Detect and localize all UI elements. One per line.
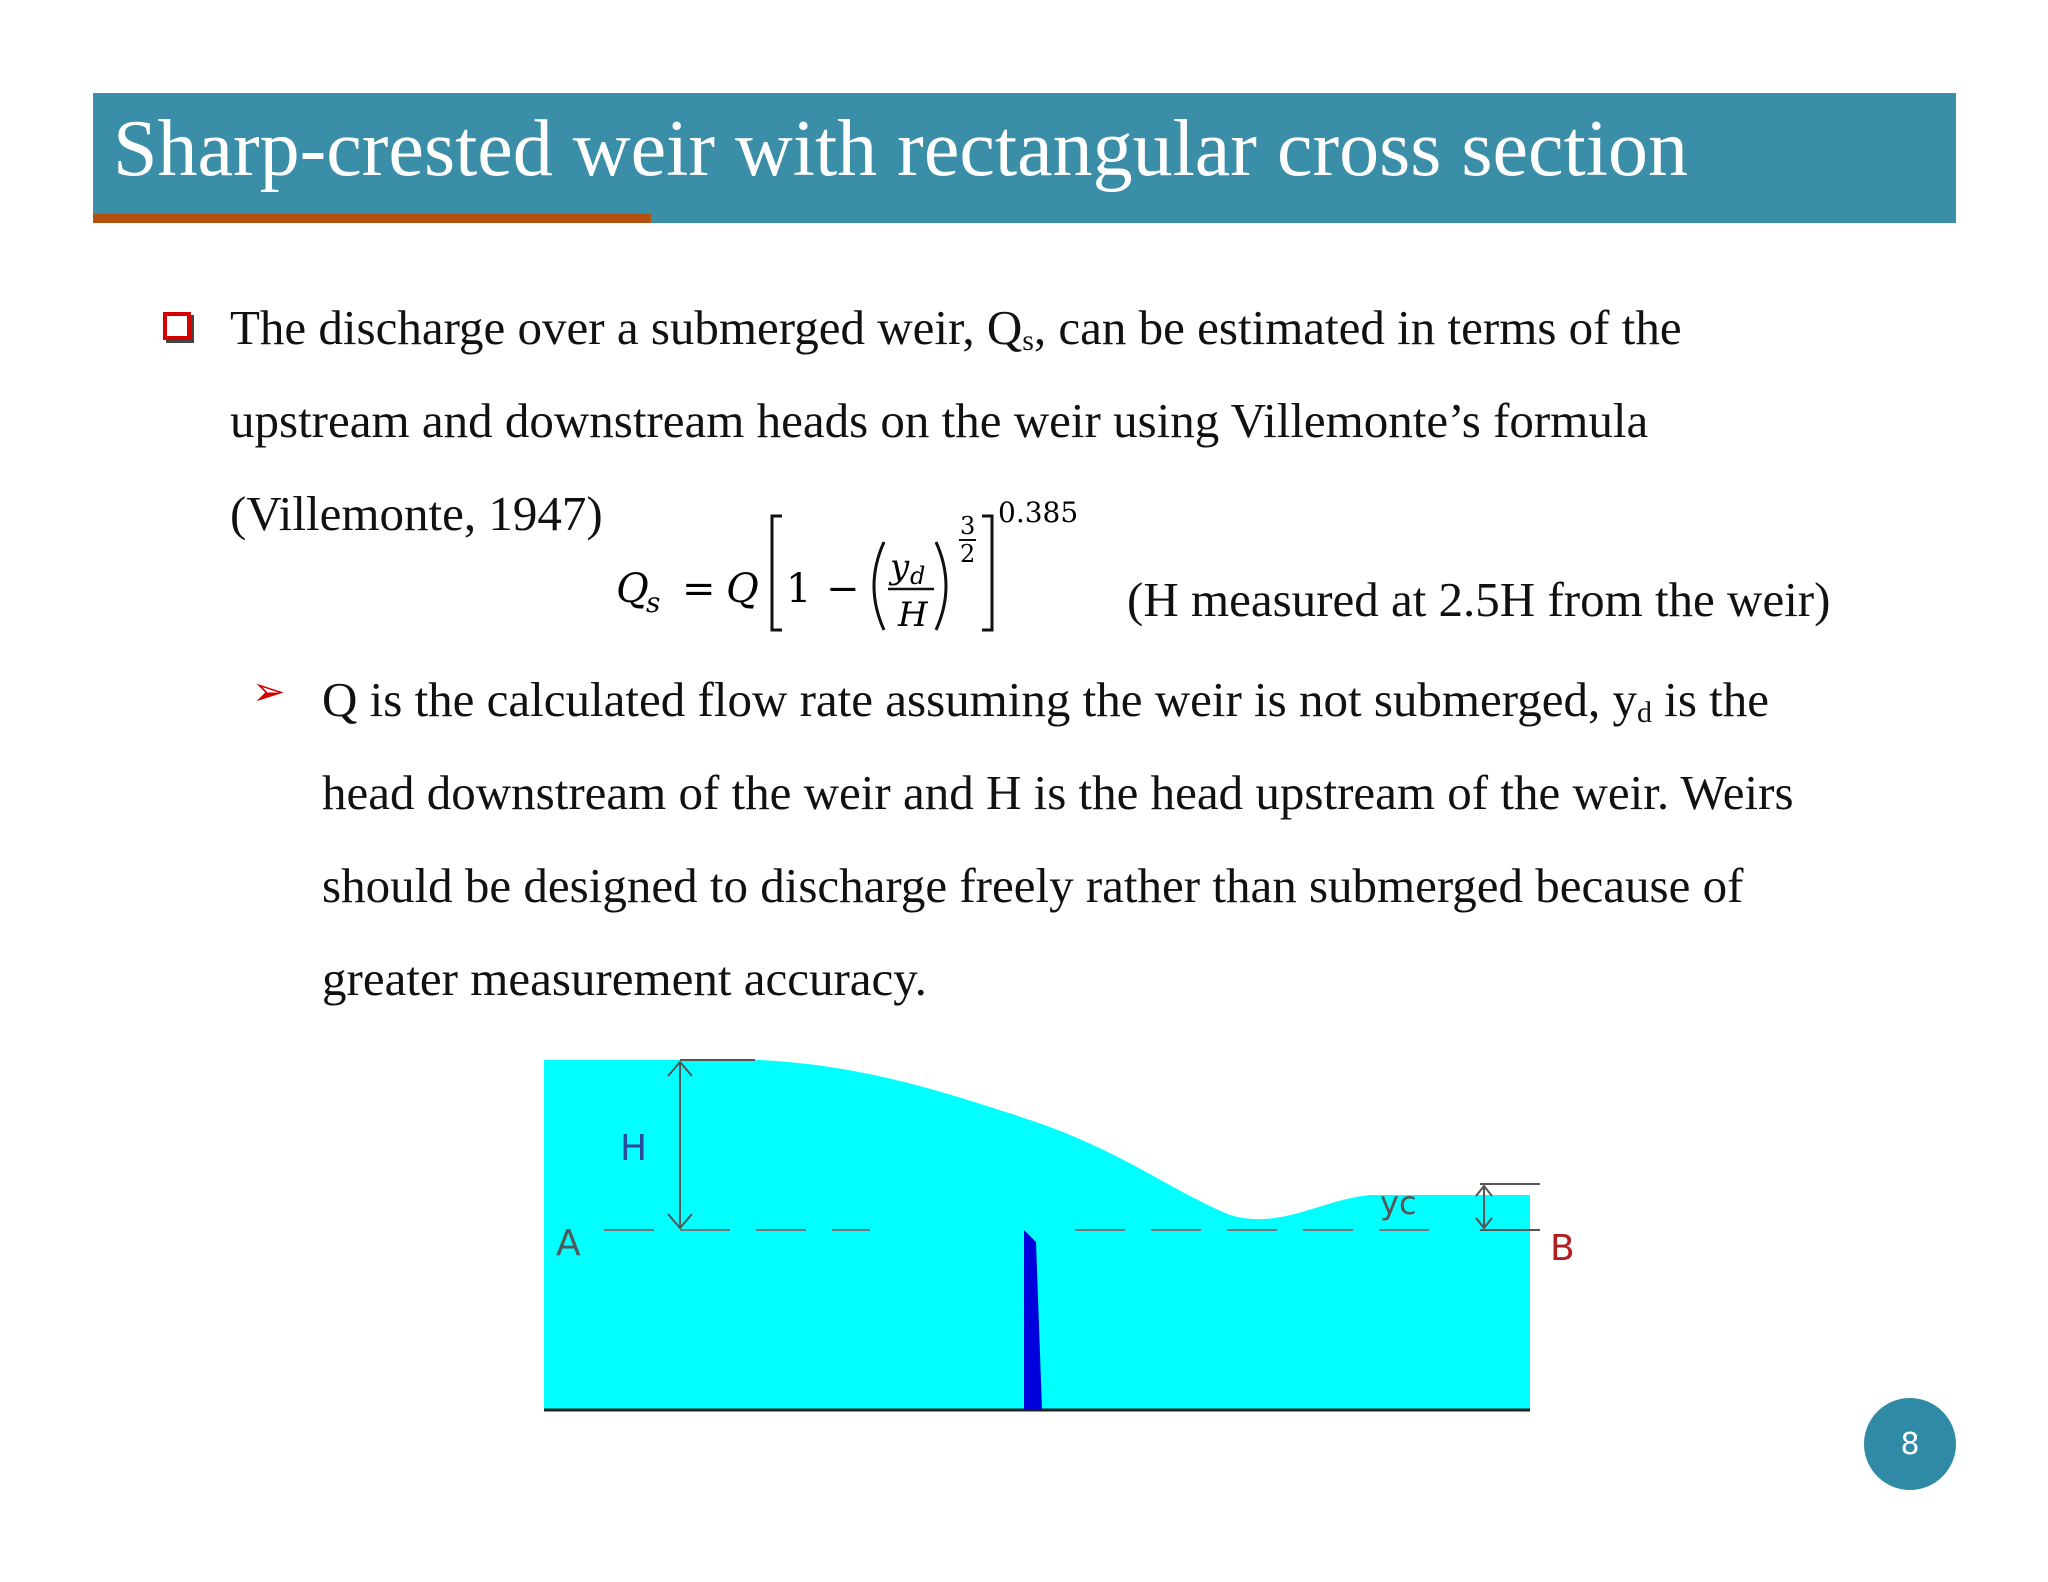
bullet2-line2: head downstream of the weir and H is the head upstream of the weir. Weirs [322, 765, 1794, 820]
right-paren [936, 542, 946, 630]
formula-note: (H measured at 2.5H from the weir) [1127, 572, 1831, 627]
bullet1-line1-text: The discharge over a submerged weir, Q [230, 300, 1023, 355]
arrow-bullet-icon: ➢ [252, 669, 286, 715]
bullet2-line4: greater measurement accuracy. [322, 951, 927, 1006]
label-a: A [556, 1223, 581, 1264]
title-bar [93, 93, 1956, 223]
page-number: 8 [1900, 1426, 1920, 1462]
label-h: H [620, 1128, 648, 1169]
bullet1-line2: upstream and downstream heads on the weir using Villemonte’s formula [230, 393, 1649, 448]
formula-y: y [890, 547, 910, 587]
formula-h: H [898, 595, 928, 635]
formula-lhs: Q [616, 566, 649, 612]
slide-title: Sharp-crested weir with rectangular cross section [113, 105, 1688, 193]
title-accent-bar [93, 214, 651, 223]
formula-lhs-sub: s [646, 586, 661, 619]
bullet2-line1-subscript: d [1636, 696, 1652, 729]
bullet2-line3: should be designed to discharge freely rather than submerged because of [322, 858, 1744, 913]
villemonte-formula [600, 490, 1120, 650]
bullet2-line1 [322, 653, 1769, 753]
label-yc: yc [1380, 1184, 1417, 1222]
label-b: B [1550, 1228, 1575, 1269]
hollow-square-bullet-icon [163, 312, 191, 340]
page-number-badge [1864, 1398, 1956, 1490]
formula-q: Q [726, 566, 759, 612]
bullet1-line1-text-end: , can be estimated in terms of the [1033, 300, 1682, 355]
weir-diagram [540, 1050, 1610, 1460]
formula-minus: − [826, 566, 860, 612]
left-bracket [772, 516, 782, 630]
bullet2-line1-text: Q is the calculated flow rate assuming the weir is not submerged, y [322, 672, 1637, 727]
bullet1-line1 [230, 281, 1682, 381]
outer-exponent: 0.385 [998, 496, 1079, 529]
formula-one: 1 [786, 566, 812, 612]
formula-equals: = [682, 566, 716, 612]
formula-y-sub: d [910, 562, 926, 590]
exp-numerator: 3 [960, 512, 976, 540]
left-paren [874, 542, 884, 630]
bullet1-line3: (Villemonte, 1947) [230, 486, 603, 541]
bullet2-line1-text-end: is the [1651, 672, 1770, 727]
right-bracket [982, 516, 992, 630]
exp-denominator: 2 [960, 540, 976, 568]
bullet1-line1-subscript: s [1022, 324, 1034, 357]
